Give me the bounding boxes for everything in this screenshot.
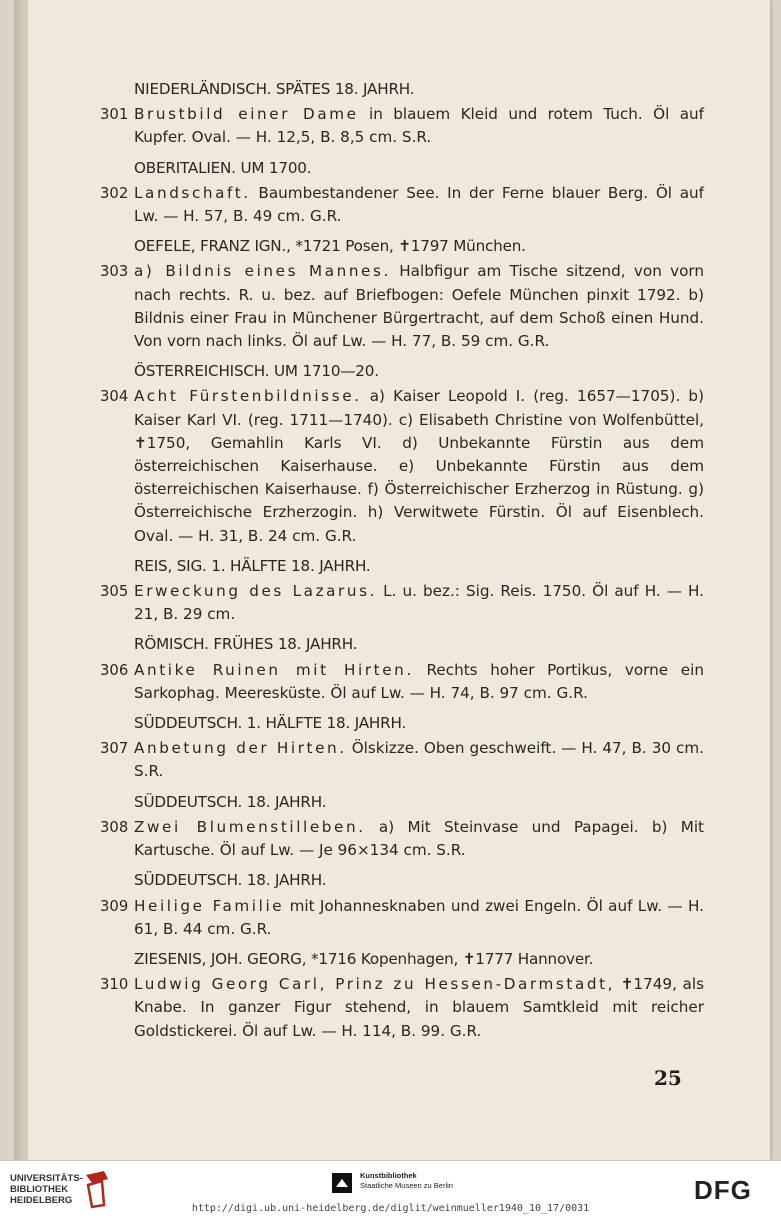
entry-number: 306 — [100, 661, 129, 679]
entry-heading: RÖMISCH. FRÜHES 18. JAHRH. — [134, 635, 358, 654]
entry-number: 302 — [100, 184, 129, 202]
permalink-url[interactable]: http://digi.ub.uni-heidelberg.de/diglit/weinmueller1940_10_17/0031 — [191, 1203, 590, 1214]
entry-number: 301 — [100, 106, 129, 124]
entry-number: 308 — [100, 818, 129, 836]
catalog-entry — [84, 948, 704, 1043]
entry-number: 305 — [100, 583, 129, 601]
entry-heading: OEFELE, FRANZ IGN., *1721 Posen, ✝1797 München. — [134, 237, 526, 256]
entry-title: Erweckung des Lazarus. — [134, 582, 378, 601]
entry-title: Heilige Familie — [134, 896, 285, 915]
catalog-entry — [84, 78, 704, 150]
entry-text: Baumbestandener See. In der Ferne blauer Berg. Öl auf Lw. — H. 57, B. 49 cm. G.R. — [134, 183, 704, 226]
university-line-1: UNIVERSITÄTS- — [10, 1173, 83, 1184]
entry-heading: ÖSTERREICHISCH. UM 1710—20. — [134, 362, 379, 381]
entry-body — [84, 385, 704, 547]
kunstbibliothek-title: Kunstbibliothek — [360, 1171, 417, 1180]
entry-title: Ludwig Georg Carl, Prinz zu Hessen-Darmstadt, — [134, 975, 616, 994]
entry-description — [134, 260, 704, 353]
entry-title: Anbetung der Hirten. — [134, 739, 347, 758]
catalog-entry — [84, 633, 704, 705]
entry-text: Rechts hoher Portikus, vorne ein Sarkophag. Meeresküste. Öl auf Lw. — H. 74, B. 97 cm. G.R. — [134, 660, 704, 702]
entry-description — [134, 895, 704, 941]
entry-description — [134, 973, 704, 1043]
catalog-entry — [84, 869, 704, 941]
catalog-page — [14, 0, 770, 1160]
catalog-entry — [84, 791, 704, 863]
entry-heading: NIEDERLÄNDISCH. SPÄTES 18. JAHRH. — [134, 80, 415, 98]
kunstbibliothek-subtitle: Staatliche Museen zu Berlin — [360, 1181, 453, 1190]
entry-title: Zwei Blumenstilleben. — [134, 817, 366, 836]
page-number: 25 — [654, 1066, 682, 1090]
kunstbibliothek-emblem-icon — [332, 1173, 352, 1193]
entry-description — [134, 182, 704, 228]
entry-title: Landschaft. — [134, 183, 251, 202]
university-library-name — [10, 1173, 83, 1206]
entry-heading: OBERITALIEN. UM 1700. — [134, 158, 312, 177]
entry-body — [84, 737, 704, 783]
entry-text: a) Kaiser Leopold I. (reg. 1657—1705). b) Kaiser Karl VI. (reg. 1711—1740). c) Elisabeth Christine von Wolfenbüttel, ✝1750, Gemahlin Karls VI. d) Unbekannte Fürstin aus dem österreichischen Kaiserhause. e) Unbekannte Fürstin aus dem österreichischen Kaiserhause. f) Österreichischer Erzherzog in Rüstung. g) Österreichische Erzherzogin. h) Verwitwete Fürstin. Öl auf Eisenblech. Oval. — H. 31, B. 24 cm. G.R. — [134, 387, 704, 545]
entry-description — [134, 103, 704, 149]
entry-body — [84, 103, 704, 149]
entry-number: 310 — [100, 976, 129, 994]
entry-text: a) Mit Steinvase und Papagei. b) Mit Kartusche. Öl auf Lw. — Je 96×134 cm. S.R. — [134, 817, 705, 860]
entry-body — [84, 260, 704, 353]
catalog-entries — [84, 78, 704, 1050]
entry-title: Antike Ruinen mit Hirten. — [134, 660, 414, 679]
entry-number: 304 — [100, 388, 129, 406]
catalog-entry — [84, 360, 704, 548]
entry-text: L. u. bez.: Sig. Reis. 1750. Öl auf H. — H. 21, B. 29 cm. — [134, 582, 704, 624]
entry-heading: SÜDDEUTSCH. 1. HÄLFTE 18. JAHRH. — [134, 714, 407, 733]
catalog-entry — [84, 555, 704, 627]
entry-description — [134, 580, 704, 626]
entry-number: 303 — [100, 263, 129, 281]
entry-body — [84, 182, 704, 228]
university-line-2: BIBLIOTHEK — [10, 1184, 69, 1195]
entry-text: Ölskizze. Oben geschweift. — H. 47, B. 30 cm. S.R. — [134, 739, 704, 781]
entry-text: ✝1749, als Knabe. In ganzer Figur stehend, in blauem Samtkleid mit reicher Goldstickerei. Öl auf Lw. — H. 114, B. 99. G.R. — [134, 975, 704, 1040]
entry-body — [84, 659, 704, 705]
entry-text: mit Johannesknaben und zwei Engeln. Öl auf Lw. — H. 61, B. 44 cm. G.R. — [134, 896, 704, 938]
entry-body — [84, 973, 704, 1043]
entry-text: Halbfigur am Tische sitzend, von vorn nach rechts. R. u. bez. auf Briefbogen: Oefele München pinxit 1792. b) Bildnis einer Frau in Münchener Bürgertracht, auf dem Schoß einen Hund. Von vorn nach links. Öl auf Lw. — H. 77, B. 59 cm. G.R. — [134, 262, 704, 351]
entry-description — [134, 737, 704, 783]
catalog-entry — [84, 157, 704, 229]
entry-body — [84, 895, 704, 941]
entry-heading: SÜDDEUTSCH. 18. JAHRH. — [134, 871, 327, 890]
entry-number: 309 — [100, 897, 129, 915]
entry-heading: ZIESENIS, JOH. GEORG, *1716 Kopenhagen, ✝1777 Hannover. — [134, 949, 594, 968]
dfg-logo[interactable]: DFG — [694, 1175, 752, 1205]
catalog-entry — [84, 235, 704, 353]
kunstbibliothek-logo[interactable] — [332, 1169, 492, 1199]
page-gutter — [14, 0, 28, 1160]
entry-text: in blauem Kleid und rotem Tuch. Öl auf Kupfer. Oval. — H. 12,5, B. 8,5 cm. S.R. — [134, 105, 704, 147]
entry-description — [134, 816, 704, 862]
viewer-footer — [0, 1160, 781, 1220]
catalog-entry — [84, 712, 704, 784]
entry-heading: SÜDDEUTSCH. 18. JAHRH. — [134, 792, 327, 811]
university-line-3: HEIDELBERG — [10, 1195, 73, 1206]
entry-body — [84, 580, 704, 626]
entry-body — [84, 816, 704, 862]
entry-title: a) Bildnis eines Mannes. — [134, 262, 391, 281]
entry-description — [134, 659, 704, 705]
entry-title: Brustbild einer Dame — [134, 105, 359, 124]
entry-number: 307 — [100, 740, 129, 758]
entry-heading: REIS, SIG. 1. HÄLFTE 18. JAHRH. — [134, 556, 371, 575]
entry-description — [134, 385, 704, 547]
entry-title: Acht Fürstenbildnisse. — [134, 387, 362, 406]
kunstbibliothek-name — [360, 1171, 453, 1191]
